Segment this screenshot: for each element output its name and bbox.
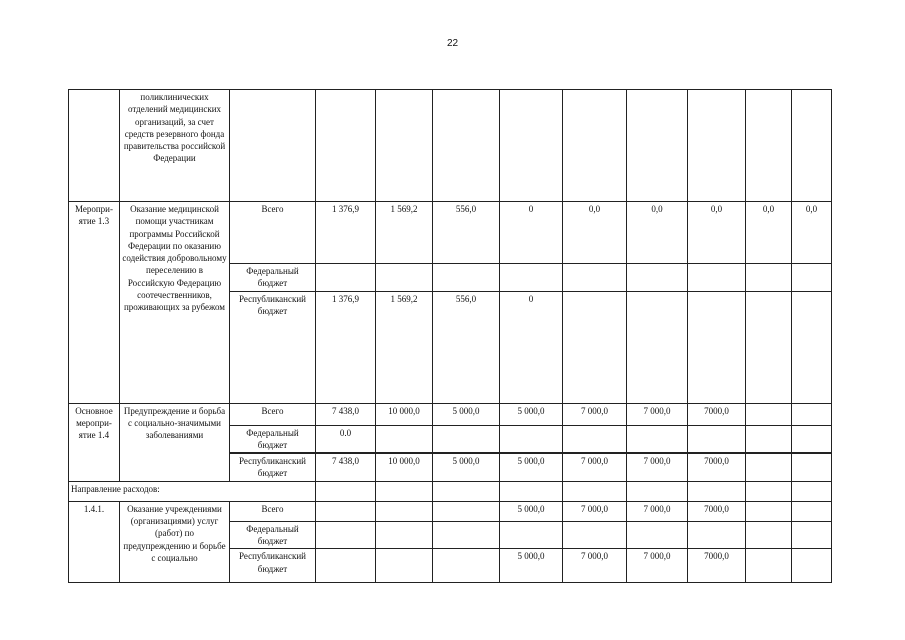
value-cell: 7 000,0: [563, 549, 627, 583]
value-cell: 1 569,2: [376, 291, 433, 403]
value-cell: [627, 264, 688, 292]
value-cell: 7 000,0: [563, 453, 627, 481]
value-cell: 0: [500, 291, 563, 403]
value-cell: [746, 501, 792, 521]
value-cell: [433, 481, 500, 501]
value-cell: 5 000,0: [433, 453, 500, 481]
value-cell: [746, 291, 792, 403]
value-cell: 0,0: [746, 202, 792, 264]
source-cell: Федеральный бюджет: [230, 521, 316, 549]
value-cell: [316, 521, 376, 549]
value-cell: 7 000,0: [563, 403, 627, 425]
value-cell: [627, 291, 688, 403]
activity-code-cell: Меропри-ятие 1.3: [69, 202, 120, 404]
source-cell: Всего: [230, 403, 316, 425]
value-cell: [688, 425, 746, 453]
value-cell: [746, 90, 792, 202]
direction-label: Направление расходов:: [69, 481, 316, 501]
value-cell: 5 000,0: [500, 501, 563, 521]
value-cell: [376, 521, 433, 549]
value-cell: 0,0: [688, 202, 746, 264]
value-cell: 7 438,0: [316, 403, 376, 425]
value-cell: [563, 425, 627, 453]
value-cell: [376, 264, 433, 292]
value-cell: 10 000,0: [376, 453, 433, 481]
value-cell: [316, 90, 376, 202]
value-cell: [627, 425, 688, 453]
value-cell: [563, 264, 627, 292]
table-row: [69, 501, 832, 521]
table-row-continuation: [69, 90, 832, 202]
page-number: 22: [446, 38, 459, 49]
value-cell: 0: [500, 202, 563, 264]
activity-code-cell: 1.4.1.: [69, 501, 120, 583]
value-cell: 7000,0: [688, 549, 746, 583]
value-cell: [746, 481, 792, 501]
value-cell: 7 000,0: [563, 501, 627, 521]
value-cell: [376, 425, 433, 453]
value-cell: [746, 403, 792, 425]
value-cell: [500, 90, 563, 202]
source-cell: Республиканский бюджет: [230, 453, 316, 481]
value-cell: [688, 481, 746, 501]
value-cell: [792, 425, 832, 453]
source-cell: Федеральный бюджет: [230, 425, 316, 453]
value-cell: 7 000,0: [627, 549, 688, 583]
value-cell: [316, 501, 376, 521]
value-cell: [746, 264, 792, 292]
value-cell: [688, 521, 746, 549]
value-cell: 0,0: [563, 202, 627, 264]
table-body: [69, 90, 832, 583]
value-cell: [627, 481, 688, 501]
value-cell: 1 376,9: [316, 291, 376, 403]
activity-name-cell: Предупреждение и борьба с социально-значимыми заболеваниями: [120, 403, 230, 481]
value-cell: [627, 521, 688, 549]
value-cell: [746, 521, 792, 549]
value-cell: [746, 425, 792, 453]
value-cell: [563, 481, 627, 501]
value-cell: [500, 521, 563, 549]
value-cell: [376, 90, 433, 202]
value-cell: 1 569,2: [376, 202, 433, 264]
value-cell: [792, 521, 832, 549]
value-cell: [433, 501, 500, 521]
value-cell: [433, 549, 500, 583]
value-cell: [563, 291, 627, 403]
value-cell: 5 000,0: [500, 453, 563, 481]
value-cell: 556,0: [433, 291, 500, 403]
value-cell: 0,0: [792, 202, 832, 264]
activity-name-cell: Оказание медицинской помощи участникам программы Российской Федерации по оказанию содействия добровольному переселению в Российскую Федерацию соотечественников, проживающих за рубежом: [120, 202, 230, 404]
value-cell: [792, 549, 832, 583]
value-cell: 7000,0: [688, 403, 746, 425]
value-cell: 10 000,0: [376, 403, 433, 425]
value-cell: [433, 521, 500, 549]
table-row: [69, 202, 832, 264]
value-cell: [376, 481, 433, 501]
value-cell: 5 000,0: [433, 403, 500, 425]
value-cell: [688, 90, 746, 202]
table-row-direction: [69, 481, 832, 501]
value-cell: 7000,0: [688, 453, 746, 481]
value-cell: 7 000,0: [627, 403, 688, 425]
value-cell: [627, 90, 688, 202]
value-cell: 0.0: [316, 425, 376, 453]
value-cell: [563, 90, 627, 202]
source-cell: Федеральный бюджет: [230, 264, 316, 292]
source-cell: [230, 90, 316, 202]
value-cell: [688, 291, 746, 403]
value-cell: 7000,0: [688, 501, 746, 521]
budget-table: [68, 89, 832, 583]
value-cell: [792, 481, 832, 501]
source-cell: Всего: [230, 501, 316, 521]
activity-name-cell: Оказание учреждениями (организациями) услуг (работ) по предупреждению и борьбе с социально: [120, 501, 230, 583]
value-cell: [792, 90, 832, 202]
value-cell: [433, 425, 500, 453]
value-cell: [316, 264, 376, 292]
value-cell: [563, 521, 627, 549]
value-cell: [746, 549, 792, 583]
value-cell: 1 376,9: [316, 202, 376, 264]
value-cell: [316, 549, 376, 583]
activity-name-cell: поликлинических отделений медицинских организаций, за счет средств резервного фонда правительства российской Федерации: [120, 90, 230, 202]
value-cell: [500, 425, 563, 453]
value-cell: 7 438,0: [316, 453, 376, 481]
value-cell: [792, 501, 832, 521]
value-cell: [376, 549, 433, 583]
table-row: [69, 403, 832, 425]
value-cell: 556,0: [433, 202, 500, 264]
source-cell: Республиканский бюджет: [230, 291, 316, 403]
source-cell: Республиканский бюджет: [230, 549, 316, 583]
value-cell: 5 000,0: [500, 549, 563, 583]
value-cell: [688, 264, 746, 292]
value-cell: 0,0: [627, 202, 688, 264]
activity-code-cell: Основное меропри-ятие 1.4: [69, 403, 120, 481]
value-cell: [500, 264, 563, 292]
value-cell: [500, 481, 563, 501]
value-cell: [433, 264, 500, 292]
value-cell: 7 000,0: [627, 501, 688, 521]
value-cell: [792, 453, 832, 481]
value-cell: 5 000,0: [500, 403, 563, 425]
value-cell: [433, 90, 500, 202]
code-cell: [69, 90, 120, 202]
value-cell: [316, 481, 376, 501]
value-cell: [746, 453, 792, 481]
source-cell: Всего: [230, 202, 316, 264]
value-cell: [792, 291, 832, 403]
value-cell: 7 000,0: [627, 453, 688, 481]
value-cell: [376, 501, 433, 521]
value-cell: [792, 264, 832, 292]
value-cell: [792, 403, 832, 425]
